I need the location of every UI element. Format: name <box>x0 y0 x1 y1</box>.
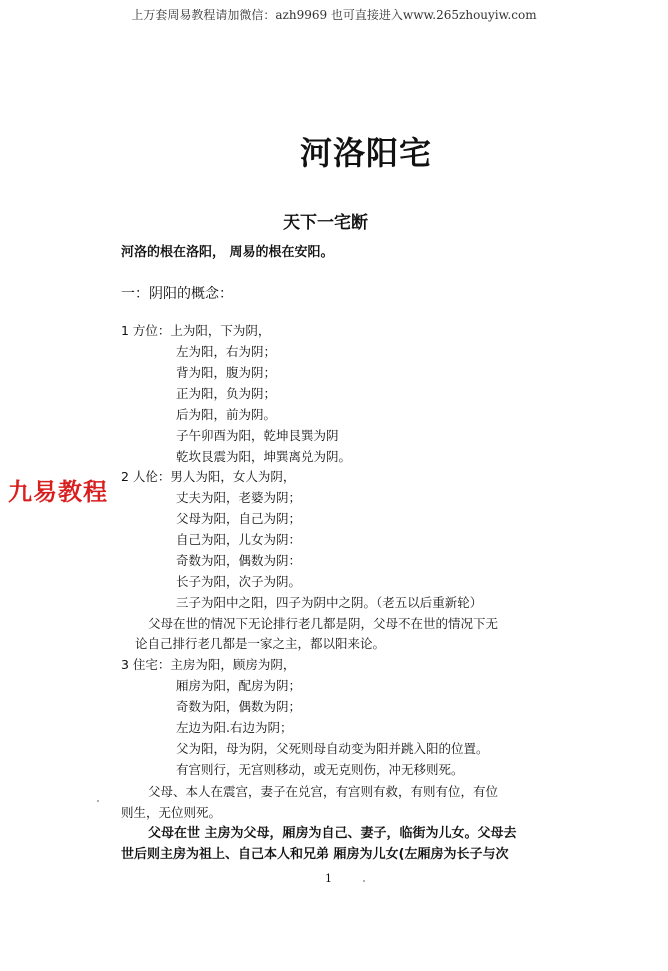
header-banner: 上万套周易教程请加微信：azh9969 也可直接进入www.265zhouyiw.com <box>131 8 537 22</box>
document-title: 河洛阳宅 <box>300 134 433 172</box>
text-line: 父母、本人在震宫，妻子在兑宫，有宫则有救，有则有位，有位 <box>148 784 499 799</box>
text-line: 有宫则行，无宫则移动，或无克则伤，冲无移则死。 <box>176 762 464 777</box>
text-line: 父为阳，母为阴，父死则母自动变为阳并跳入阳的位置。 <box>176 741 489 756</box>
text-line: 正为阳，负为阴； <box>176 386 277 401</box>
text-line: 左边为阳.右边为阴； <box>176 720 293 735</box>
text-line: 厢房为阳，配房为阴； <box>176 678 302 693</box>
text-line: 奇数为阳，偶数为阴； <box>176 699 302 714</box>
text-line: 则生，无位则死。 <box>121 805 222 820</box>
document-subtitle: 天下一宅断 <box>283 213 368 233</box>
text-line: 自己为阳，儿女为阴： <box>176 532 302 547</box>
scan-speck <box>97 800 99 802</box>
text-line: 子午卯酉为阳，乾坤艮巽为阴 <box>176 428 339 443</box>
text-line: 2 人伦：男人为阳，女人为阴， <box>121 469 296 484</box>
text-line: 丈夫为阳，老婆为阴； <box>176 490 302 505</box>
text-line: 父母在世 主房为父母，厢房为自己、妻子，临街为儿女。父母去 <box>148 826 517 841</box>
text-line: 3 住宅：主房为阳，顾房为阴， <box>121 657 296 672</box>
page-number: 1 <box>325 872 332 885</box>
text-line: 背为阳，腹为阴； <box>176 365 277 380</box>
watermark-stamp: 九易教程 <box>8 478 108 506</box>
scan-speck <box>363 880 365 882</box>
text-line: 乾坎艮震为阳，坤巽离兑为阴。 <box>176 449 352 464</box>
text-line: 父母为阳，自己为阴； <box>176 511 302 526</box>
text-line: 1 方位：上为阳，下为阴， <box>121 323 271 338</box>
section-heading: 一：阴阳的概念： <box>121 286 233 302</box>
text-line: 奇数为阳，偶数为阴： <box>176 553 302 568</box>
text-line: 世后则主房为祖上、自己本人和兄弟 厢房为儿女(左厢房为长子与次 <box>121 847 509 862</box>
text-line: 论自己排行老几都是一家之主，都以阳来论。 <box>135 636 386 651</box>
text-line: 父母在世的情况下无论排行老几都是阴，父母不在世的情况下无 <box>148 616 499 631</box>
text-line: 左为阳，右为阴； <box>176 344 277 359</box>
text-line: 后为阳，前为阴。 <box>176 407 277 422</box>
text-line: 三子为阳中之阳，四子为阴中之阴。（老五以后重新轮） <box>176 595 483 610</box>
text-line: 长子为阳，次子为阴。 <box>176 574 302 589</box>
motto-line: 河洛的根在洛阳， 周易的根在安阳。 <box>121 245 334 260</box>
